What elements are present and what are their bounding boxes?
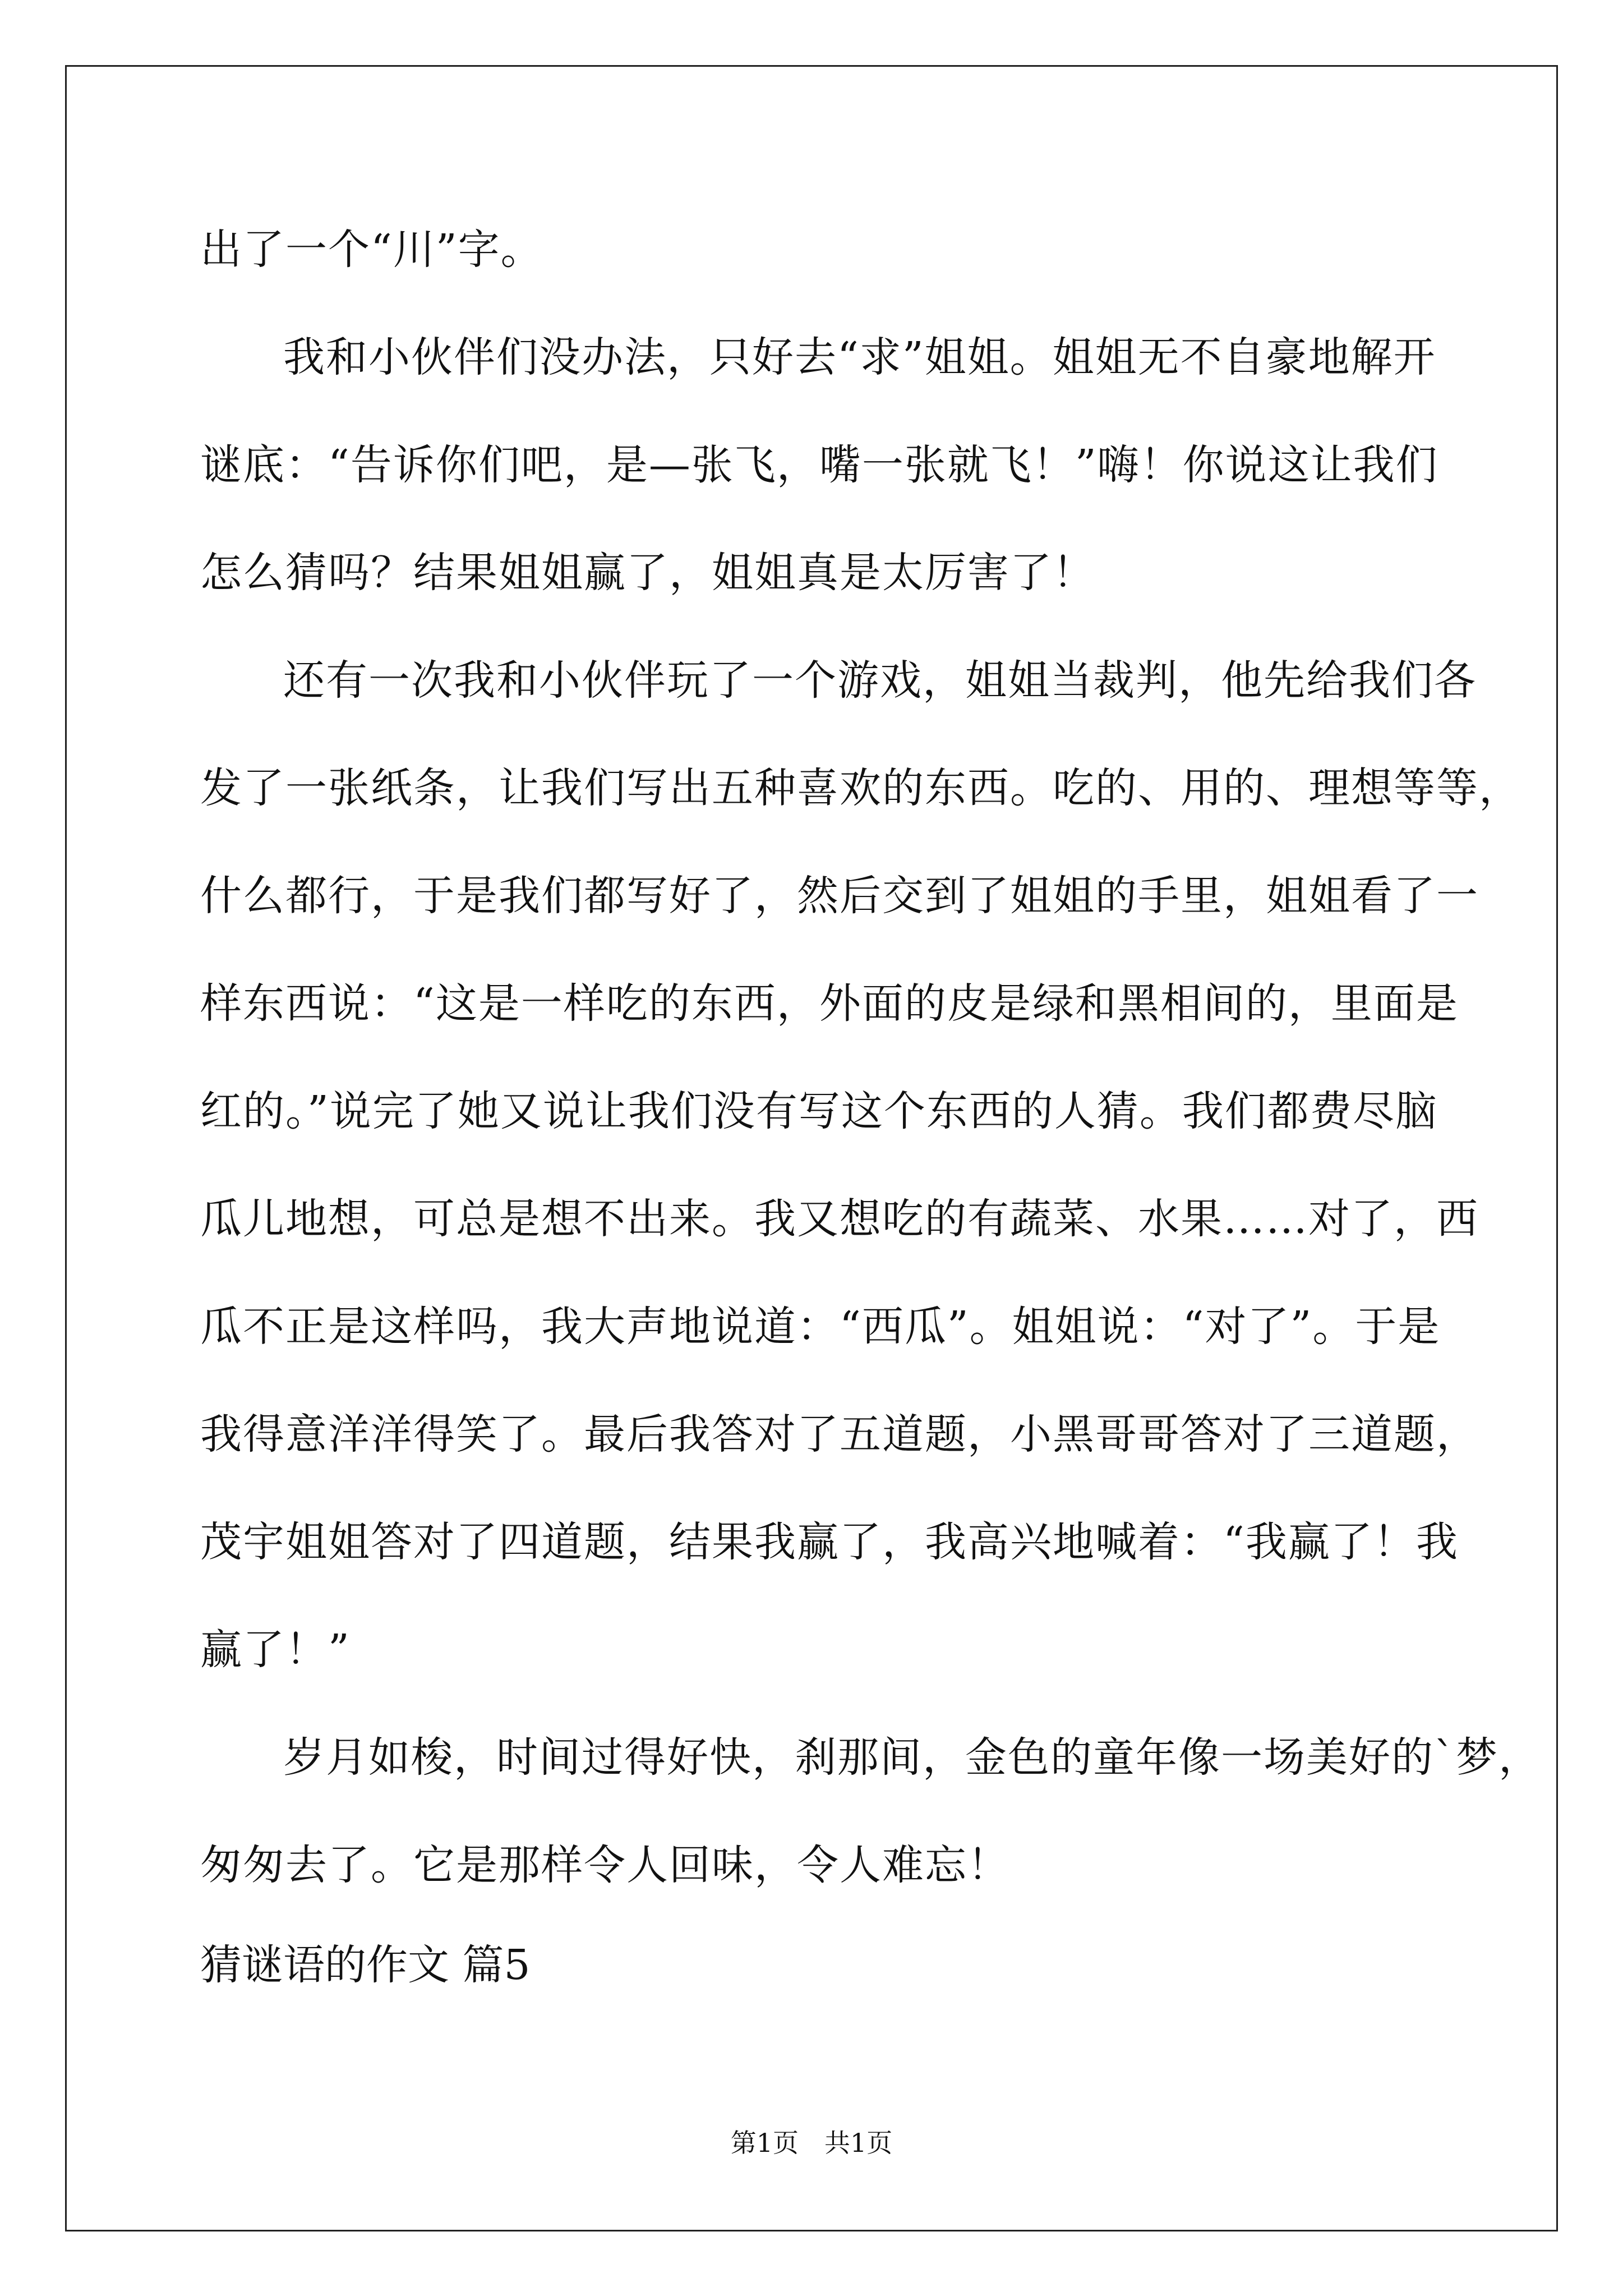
text-line: 岁月如梭，时间过得好快，刹那间，金色的童年像一场美好的`梦， <box>283 1733 1541 1782</box>
page-border <box>65 65 1558 2231</box>
text-line: 瓜儿地想，可总是想不出来。我又想吃的有蔬菜、水果……对了，西 <box>200 1195 1479 1243</box>
page-number-footer: 第1页 共1页 <box>730 2128 893 2158</box>
text-line: 赢了！” <box>200 1626 351 1674</box>
text-line: 什么都行，于是我们都写好了，然后交到了姐姐的手里，姐姐看了一 <box>200 872 1479 920</box>
text-line: 出了一个“川”字。 <box>200 226 543 274</box>
text-line: 还有一次我和小伙伴玩了一个游戏，姐姐当裁判，他先给我们各 <box>283 656 1477 705</box>
text-line: 发了一张纸条，让我们写出五种喜欢的东西。吃的、用的、理想等等， <box>200 764 1521 812</box>
text-line: 茂宇姐姐答对了四道题，结果我赢了，我高兴地喊着：“我赢了！我 <box>200 1518 1459 1566</box>
text-line: 我和小伙伴们没办法，只好去“求”姐姐。姐姐无不自豪地解开 <box>283 333 1436 381</box>
section-heading: 猜谜语的作文 篇5 <box>200 1941 531 1989</box>
text-line: 红的。”说完了她又说让我们没有写这个东西的人猜。我们都费尽脑 <box>200 1087 1438 1135</box>
text-line: 我得意洋洋得笑了。最后我答对了五道题，小黑哥哥答对了三道题， <box>200 1410 1479 1458</box>
text-line: 怎么猜吗？结果姐姐赢了，姐姐真是太厉害了！ <box>200 549 1095 597</box>
text-line: 瓜不正是这样吗，我大声地说道：“西瓜”。姐姐说：“对了”。于是 <box>200 1303 1441 1351</box>
text-line: 谜底：“告诉你们吧，是—张飞，嘴一张就飞！”嗨！你说这让我们 <box>200 441 1438 489</box>
text-line: 样东西说：“这是一样吃的东西，外面的皮是绿和黑相间的，里面是 <box>200 979 1459 1028</box>
text-line: 匆匆去了。它是那样令人回味，令人难忘！ <box>200 1841 1010 1889</box>
